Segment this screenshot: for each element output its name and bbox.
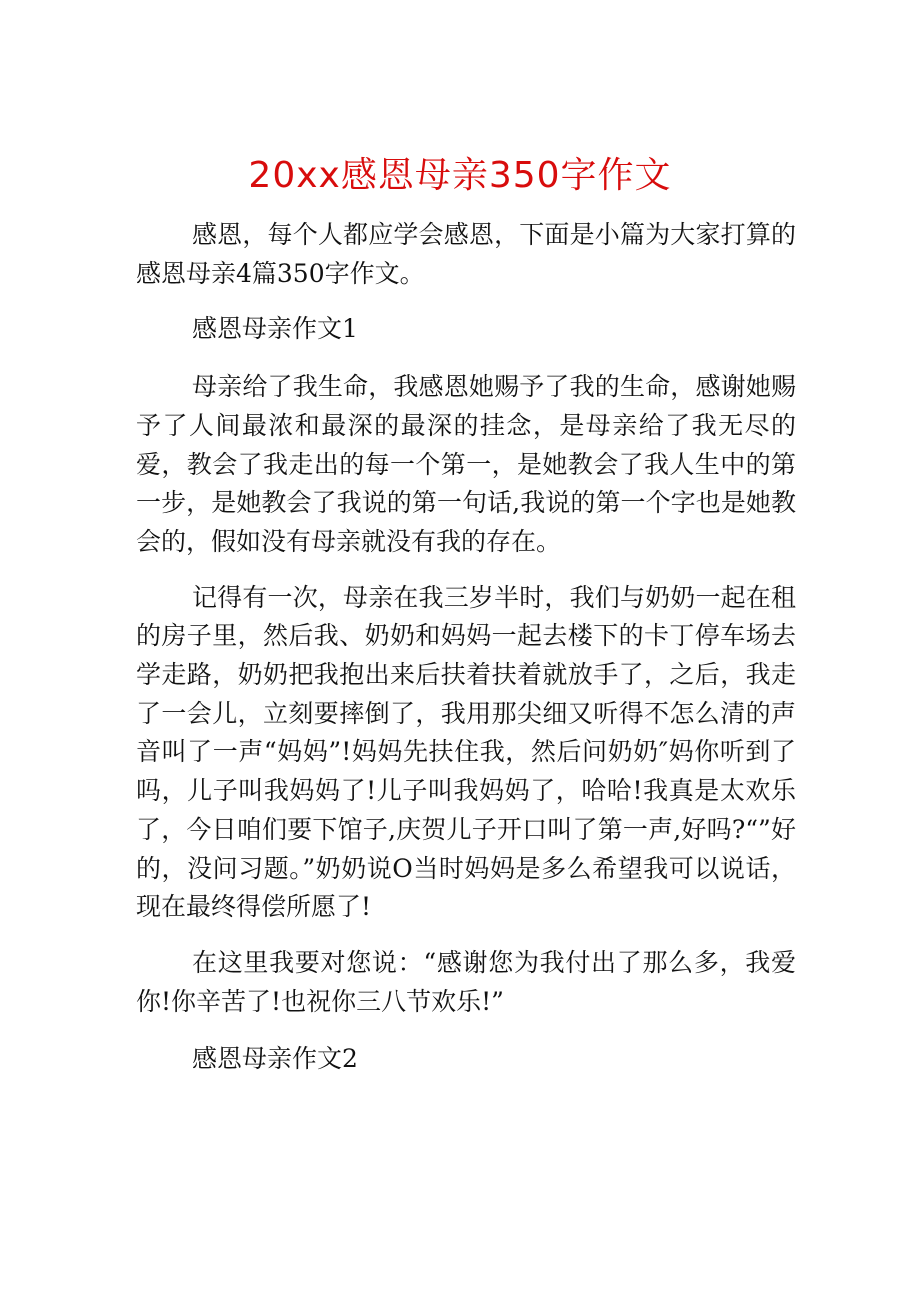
intro-paragraph: 感恩，每个人都应学会感恩，下面是小篇为大家打算的感恩母亲4篇350字作文。 [136,220,796,288]
section-heading-1: 感恩母亲作文1 [192,314,358,344]
paragraph-2: 记得有一次，母亲在我三岁半时，我们与奶奶一起在租的房子里，然后我、奶奶和妈妈一起去楼下的卡丁停车场去学走路，奶奶把我抱出来后扶着扶着就放手了，之后，我走了一会儿，立刻要摔倒了，我用那尖细又听得不怎么清的声音叫了一声“妈妈”!妈妈先扶住我，然后问奶奶″妈你听到了吗，儿子叫我妈妈了!儿子叫我妈妈了，哈哈!我真是太欢乐了，今日咱们要下馆子,庆贺儿子开口叫了第一声,好吗?“”好的，没问习题。”奶奶说O当时妈妈是多么希望我可以说话，现在最终得偿所愿了! [136,582,796,922]
section-heading-2: 感恩母亲作文2 [192,1044,358,1074]
paragraph-3: 在这里我要对您说：“感谢您为我付出了那么多，我爱你!你辛苦了!也祝你三八节欢乐!” [136,947,796,1016]
paragraph-1: 母亲给了我生命，我感恩她赐予了我的生命，感谢她赐予了人间最浓和最深的最深的挂念，是母亲给了我无尽的爱，教会了我走出的每一个第一，是她教会了我人生中的第一步，是她教会了我说的第一句话,我说的第一个字也是她教会的，假如没有母亲就没有我的存在。 [136,372,796,556]
document-title: 20xx感恩母亲350字作文 [248,155,672,196]
document-body [136,216,796,1079]
